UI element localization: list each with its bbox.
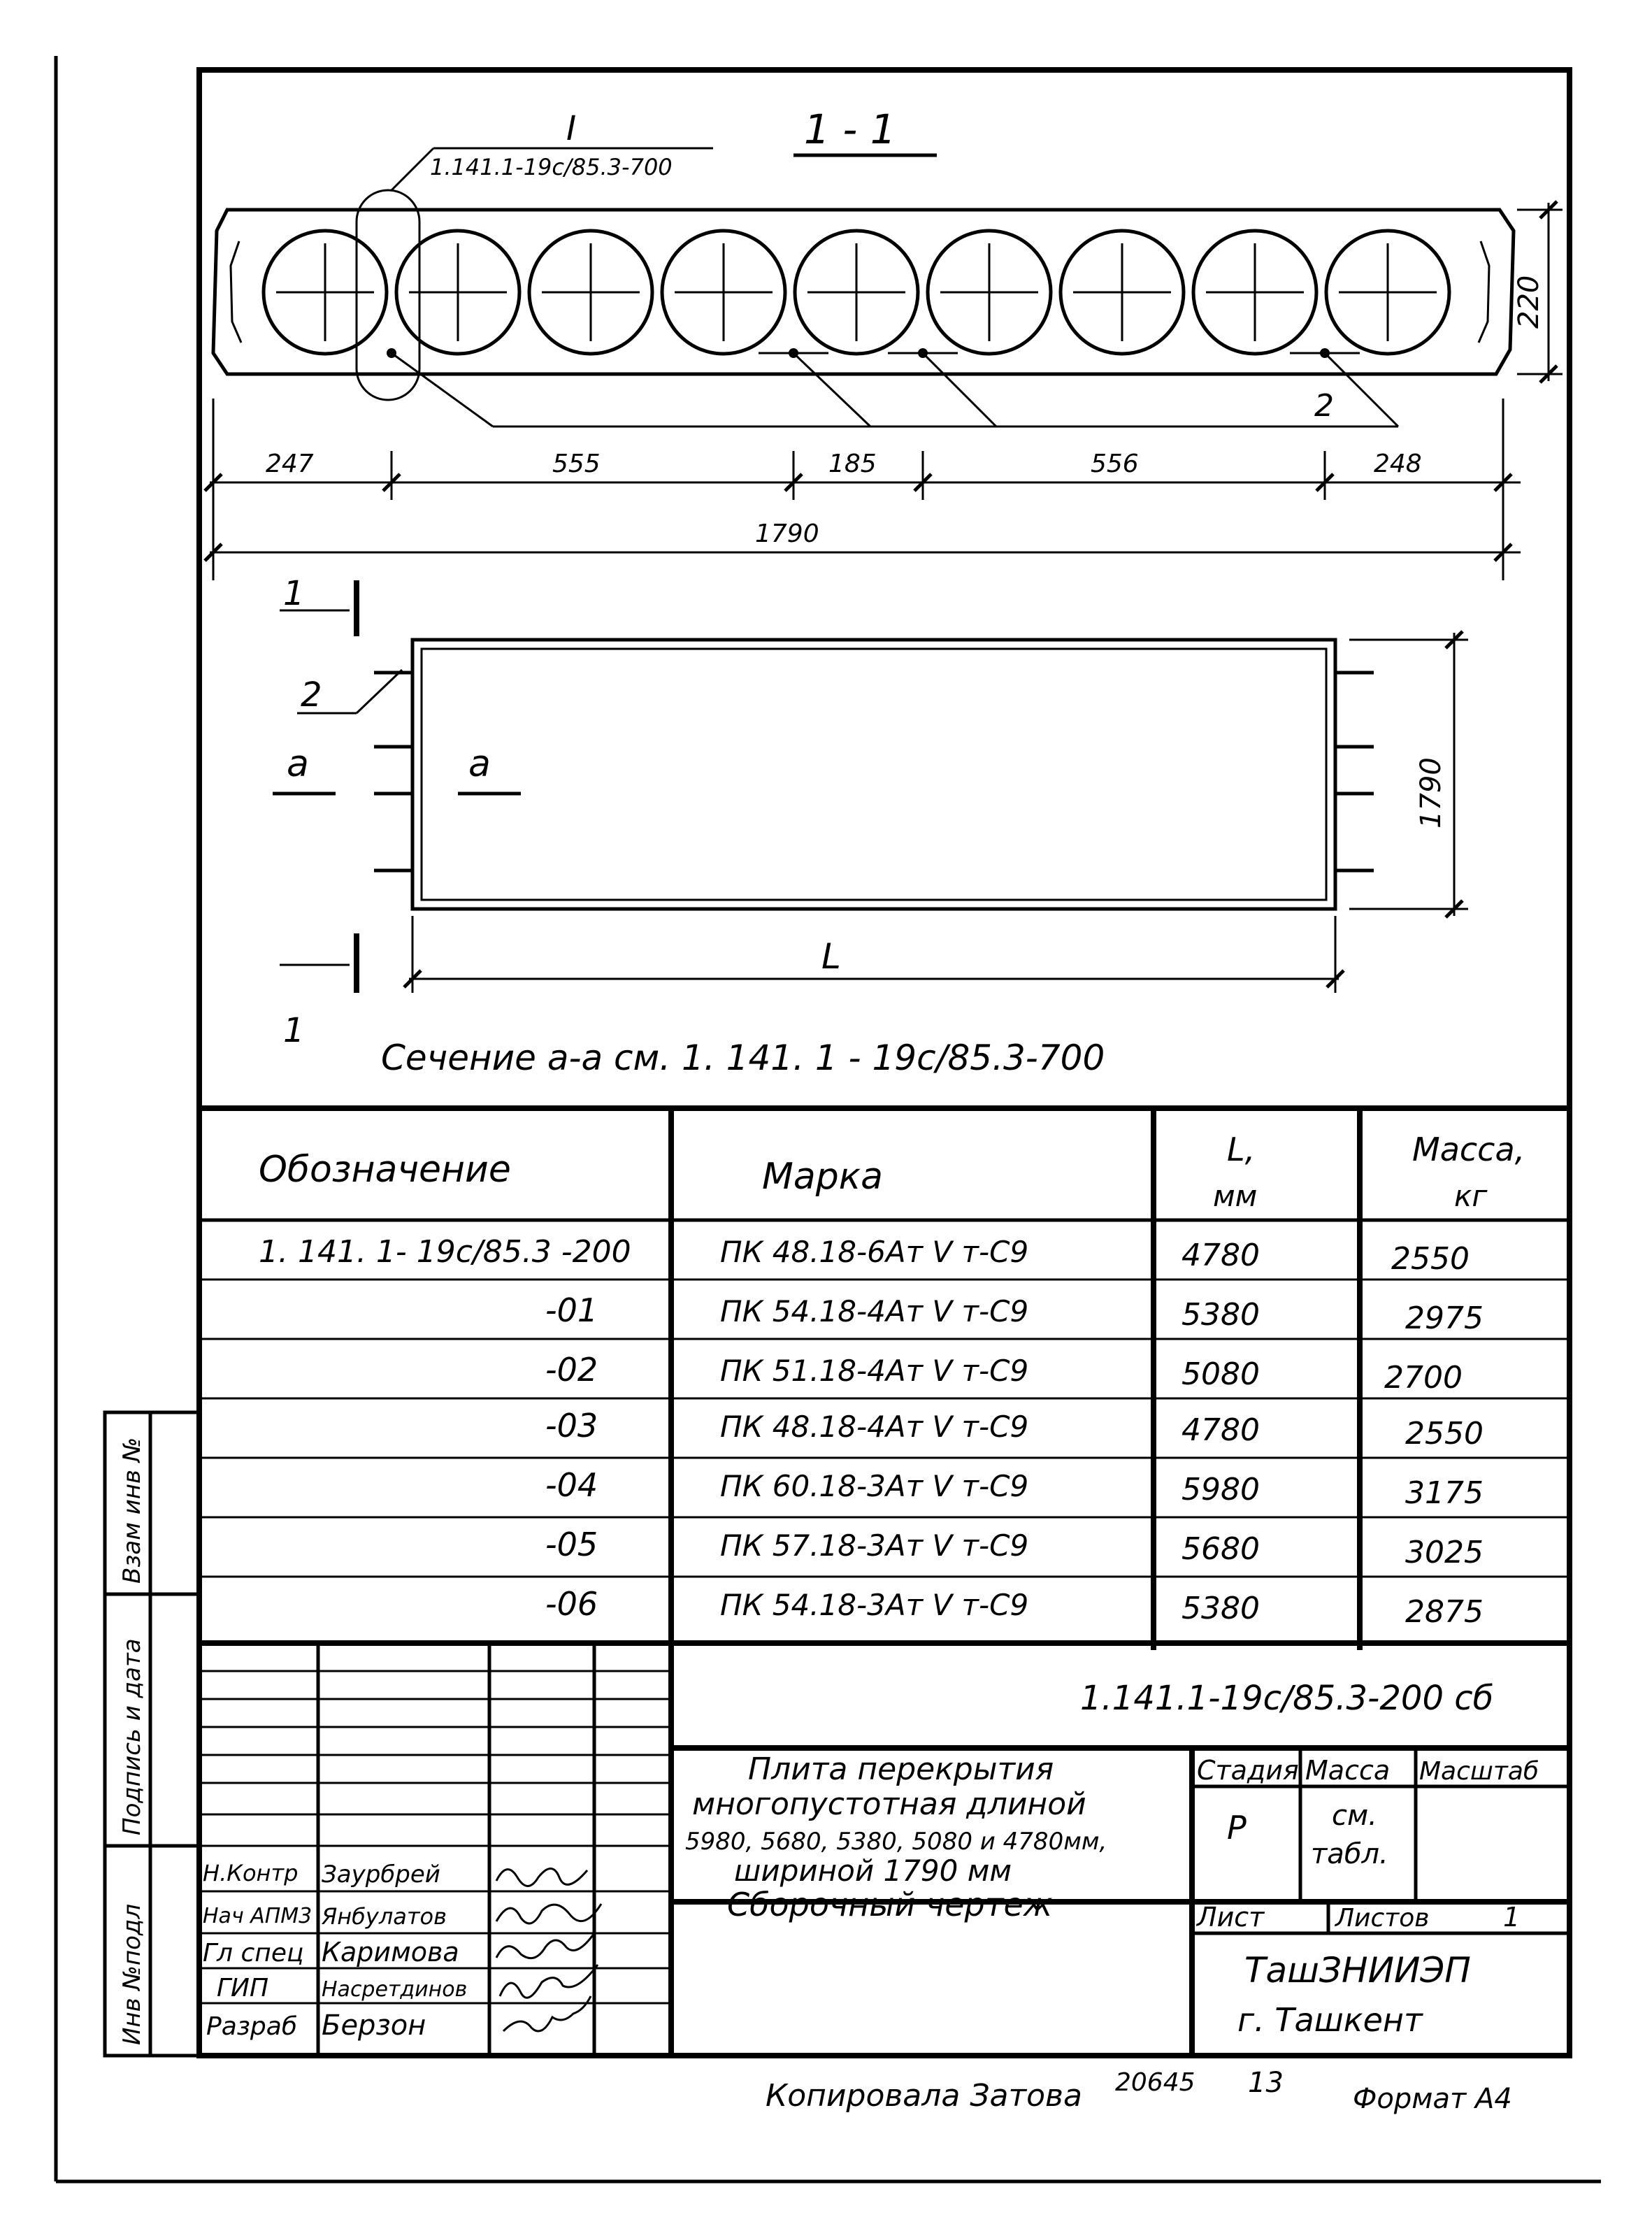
footer-page: 13 — [1248, 2067, 1284, 2099]
title-line-3: 5980, 5680, 5380, 5080 и 4780мм, — [685, 1828, 1107, 1856]
spec-row-1 — [545, 1291, 1484, 1336]
header-mass-unit: кг — [1454, 1179, 1488, 1213]
staff-role-3: ГИП — [217, 1974, 269, 2002]
staff-name-2: Каримова — [322, 1937, 459, 1968]
staff-name-1: Янбулатов — [322, 1903, 447, 1930]
height-dim-label: 220 — [1513, 275, 1545, 329]
staff-role-0: Н.Контр — [203, 1860, 299, 1886]
mass-value-2: табл. — [1311, 1838, 1388, 1870]
row-0-brand: ПК 48.18-6Ат V т-С9 — [720, 1235, 1029, 1269]
mass-label: Масса — [1305, 1755, 1391, 1786]
row-2-brand: ПК 51.18-4Ат V т-С9 — [720, 1354, 1029, 1388]
slab-plan-outline — [412, 640, 1335, 909]
row-2-length: 5080 — [1181, 1356, 1260, 1392]
spec-row-4 — [545, 1466, 1484, 1511]
footer-number: 20645 — [1115, 2068, 1195, 2097]
cut-label-bottom: 1 — [283, 1011, 305, 1050]
leader-2-plan: 2 — [301, 675, 322, 715]
row-6-mass: 2875 — [1405, 1594, 1484, 1630]
row-3-length: 4780 — [1181, 1412, 1260, 1448]
footer-copied-by: Копировала Затова — [766, 2078, 1082, 2114]
row-5-length: 5680 — [1181, 1531, 1260, 1567]
org-city: г. Ташкент — [1237, 2001, 1423, 2039]
hollow-cores — [264, 231, 1449, 354]
dim-segment-3: 185 — [828, 450, 877, 478]
stamp-swap-inv: Взам инв № — [118, 1437, 146, 1584]
section-a-left: a — [287, 743, 309, 785]
title-line-2: многопустотная длиной — [692, 1786, 1086, 1822]
header-mass: Масса, — [1412, 1131, 1525, 1168]
row-5-mass: 3025 — [1405, 1535, 1484, 1570]
staff-role-1: Нач АПМ3 — [203, 1904, 313, 1928]
header-brand: Марка — [762, 1156, 884, 1198]
slab-plan-view — [273, 574, 1468, 1050]
row-4-mass: 3175 — [1405, 1475, 1484, 1511]
dim-segment-4: 556 — [1091, 450, 1139, 478]
plan-rebar-stubs — [374, 673, 1374, 870]
row-4-designation: -04 — [545, 1466, 598, 1504]
spec-row-6 — [545, 1585, 1484, 1630]
cut-label-top: 1 — [283, 574, 305, 613]
org-name: ТашЗНИИЭП — [1244, 1950, 1471, 1991]
doc-code: 1.141.1-19с/85.3-200 сб — [1080, 1679, 1494, 1718]
dim-segment-1: 247 — [266, 450, 314, 478]
stage-value: Р — [1227, 1809, 1247, 1847]
dim-segment-2: 555 — [552, 450, 601, 478]
row-4-brand: ПК 60.18-3Ат V т-С9 — [720, 1469, 1029, 1503]
row-4-length: 5980 — [1181, 1472, 1260, 1507]
row-3-brand: ПК 48.18-4Ат V т-С9 — [720, 1410, 1029, 1444]
staff-name-3: Насретдинов — [322, 1977, 468, 2002]
row-3-mass: 2550 — [1405, 1416, 1484, 1452]
sheets-value: 1 — [1503, 1902, 1521, 1933]
stamp-inv-orig: Инв №подл — [118, 1903, 146, 2045]
row-6-brand: ПК 54.18-3Ат V т-С9 — [720, 1588, 1029, 1622]
plan-length-label: L — [821, 936, 841, 977]
row-6-length: 5380 — [1181, 1591, 1260, 1626]
signatures — [496, 1869, 601, 2032]
section-1-1 — [205, 106, 1563, 580]
row-0-length: 4780 — [1181, 1238, 1260, 1273]
header-length: L, — [1227, 1131, 1256, 1168]
spec-row-3 — [545, 1407, 1484, 1452]
row-1-mass: 2975 — [1405, 1300, 1484, 1336]
staff-rows — [203, 1860, 467, 2042]
stage-label: Стадия — [1197, 1755, 1299, 1786]
row-2-designation: -02 — [545, 1351, 598, 1389]
header-designation: Обозначение — [259, 1149, 511, 1191]
title-line-4: шириной 1790 мм — [734, 1854, 1012, 1888]
staff-role-4: Разраб — [206, 2012, 298, 2041]
spec-row-5 — [545, 1526, 1484, 1570]
spec-row-0 — [259, 1234, 1470, 1277]
dim-segment-5: 248 — [1374, 450, 1422, 478]
row-3-designation: -03 — [545, 1407, 598, 1445]
section-note: Сечение а-а см. 1. 141. 1 - 19с/85.3-700 — [381, 1038, 1105, 1078]
stamp-sign-date: Подпись и дата — [118, 1638, 146, 1835]
callout-numeral: I — [566, 109, 577, 148]
row-0-mass: 2550 — [1391, 1241, 1470, 1277]
row-1-brand: ПК 54.18-4Ат V т-С9 — [720, 1294, 1029, 1328]
row-5-designation: -05 — [545, 1526, 598, 1563]
sheets-label: Листов — [1335, 1904, 1430, 1933]
drawing-subtitle: Сборочный чертеж — [727, 1886, 1053, 1923]
row-1-designation: -01 — [545, 1291, 598, 1329]
callout-ref: 1.141.1-19c/85.3-700 — [430, 154, 673, 180]
row-6-designation: -06 — [545, 1585, 598, 1623]
spec-row-2 — [545, 1351, 1463, 1396]
overall-dim-label: 1790 — [755, 519, 819, 548]
row-2-mass: 2700 — [1384, 1360, 1463, 1396]
overall-dimension-line — [205, 544, 1521, 561]
leader-2-label: 2 — [1314, 388, 1334, 424]
section-title: 1 - 1 — [804, 106, 896, 153]
plan-width-dim: 1790 — [1415, 757, 1447, 829]
row-5-brand: ПК 57.18-3Ат V т-С9 — [720, 1528, 1029, 1563]
footer-format: Формат А4 — [1353, 2083, 1512, 2115]
staff-role-2: Гл спец — [203, 1939, 304, 1968]
mass-value-1: см. — [1332, 1800, 1377, 1832]
row-0-designation: 1. 141. 1- 19с/85.3 -200 — [259, 1234, 631, 1270]
staff-name-4: Берзон — [322, 2009, 426, 2042]
header-length-unit: мм — [1213, 1179, 1258, 1213]
sheet-label: Лист — [1197, 1902, 1265, 1933]
rebar-markers — [387, 348, 1398, 427]
title-line-1: Плита перекрытия — [748, 1751, 1054, 1787]
row-1-length: 5380 — [1181, 1297, 1260, 1333]
scale-label: Масштаб — [1419, 1757, 1539, 1786]
staff-name-0: Заурбрей — [322, 1861, 440, 1888]
section-a-right: a — [468, 743, 491, 785]
